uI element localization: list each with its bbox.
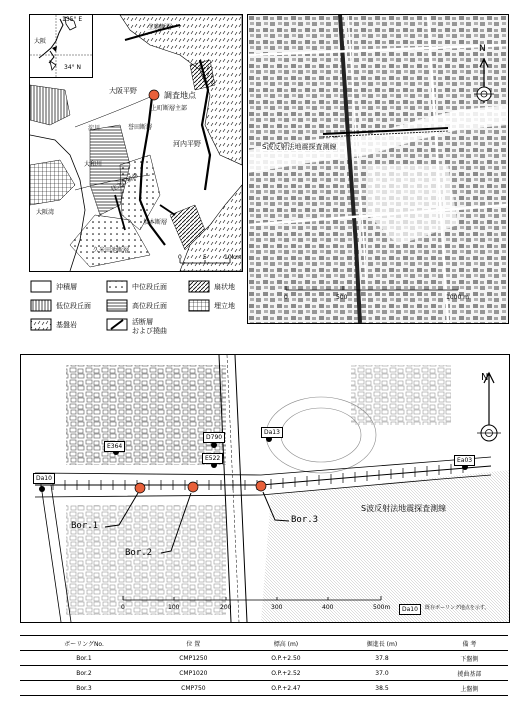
map-legend [29, 278, 245, 336]
cell-position: CMP1250 [148, 651, 239, 666]
table-header-row [20, 636, 508, 651]
topographic-map [247, 14, 509, 324]
osaka-bay-label: 大阪湾 [36, 209, 55, 216]
cell-elevation: O.P.+2.52 [239, 666, 333, 681]
boring-1-marker [135, 483, 145, 493]
table-row [20, 651, 508, 666]
osaka-plain-label: 大阪平野 [109, 87, 137, 95]
bottom-scale-200: 200 [220, 604, 232, 611]
kume-fault-label: 久米田池断層 [93, 247, 130, 254]
col-remarks: 備 考 [431, 636, 508, 651]
legend-low-terrace: 低位段丘面 [56, 302, 91, 310]
survey-point-label: 調査地点 [164, 91, 196, 100]
well-da10: Da10 [33, 473, 55, 484]
right-scale-1000: 1000 m [446, 294, 470, 301]
well-e364: E364 [104, 441, 125, 452]
sakamoto-fault-label: 坂本断層 [143, 219, 168, 226]
cell-depth: 37.8 [333, 651, 431, 666]
well-d790: D790 [203, 432, 225, 443]
inset-city-label: 大阪 [34, 38, 47, 45]
left-scale-5: 5 [203, 254, 207, 261]
bottom-scale-500m: 500m [373, 604, 391, 611]
cell-depth: 37.0 [333, 666, 431, 681]
bottom-scale-100: 100 [168, 604, 180, 611]
boring-table [20, 635, 508, 696]
boring-3-label: Bor.3 [291, 515, 319, 525]
boring-2-marker [188, 482, 198, 492]
well-da13: Da13 [261, 427, 283, 438]
cell-elevation: O.P.+2.50 [239, 651, 333, 666]
col-depth: 掘進長 (m) [333, 636, 431, 651]
legend-well-box: Da10 [399, 604, 421, 615]
legend-alluvium: 沖積層 [56, 283, 77, 291]
survey-detail-map [20, 354, 510, 623]
legend-middle-terrace: 中位段丘面 [132, 283, 167, 291]
boring-3-marker [256, 481, 266, 491]
kawachi-plain-label: 河内平野 [173, 140, 201, 148]
legend-active-fault: 活断層 および撓曲 [132, 318, 167, 335]
geologic-map [29, 14, 243, 272]
legend-well-text: 既存ボーリング地点を示す。 [425, 605, 490, 611]
legend-reclaimed: 埋立地 [214, 302, 235, 310]
cell-position: CMP750 [148, 681, 239, 696]
bottom-scale-0: 0 [121, 604, 125, 611]
cell-elevation: O.P.+2.47 [239, 681, 333, 696]
legend-fan: 扇状地 [214, 283, 235, 291]
inset-japan-drawing [30, 15, 92, 77]
cell-position: CMP1020 [148, 666, 239, 681]
survey-point-marker [149, 90, 159, 100]
well-e522: E522 [202, 453, 223, 464]
cell-depth: 38.5 [333, 681, 431, 696]
boring-2-label: Bor.2 [125, 548, 153, 558]
yamato-river-label: 大和川 [84, 161, 103, 168]
survey-line-label-bottom: S波反射法地震探査測線 [361, 504, 447, 513]
cell-boring: Bor.1 [20, 651, 148, 666]
fault-ikoma-label: 生駒断層 [148, 24, 173, 31]
sumie-flexure-label: 住之江撓曲 [110, 172, 140, 194]
north-indicator-top: N [479, 44, 486, 54]
col-boring-no: ボーリングNo. [20, 636, 148, 651]
survey-detail-drawing [21, 355, 509, 622]
bottom-scale-300: 300 [271, 604, 283, 611]
north-indicator-bottom: N [481, 372, 489, 383]
col-elevation: 標高 (m) [239, 636, 333, 651]
cell-boring: Bor.3 [20, 681, 148, 696]
col-position: 位 置 [148, 636, 239, 651]
well-ea03: Ea03 [454, 455, 475, 466]
left-scale-10km: 10km [224, 254, 241, 261]
boring-1-label: Bor.1 [71, 521, 99, 531]
inset-lon-label: 135° E [62, 16, 83, 23]
survey-line-label-top: S波反射法地震探査測線 [262, 143, 337, 151]
topographic-map-drawing [248, 15, 508, 323]
fault-n-label: 誉田断層 [128, 124, 153, 131]
inset-lat-label: 34° N [64, 64, 82, 71]
uemachi-fault-label: 上町断層主部 [151, 105, 188, 112]
yodo-river-label: 淀川 [88, 125, 101, 132]
table-row [20, 681, 508, 696]
inset-map [30, 15, 93, 78]
cell-remarks: 下盤側 [431, 651, 508, 666]
legend-high-terrace: 高位段丘面 [132, 302, 167, 310]
legend-bedrock: 基盤岩 [56, 321, 77, 329]
right-scale-500: 500 [336, 294, 348, 301]
cell-remarks: 上盤側 [431, 681, 508, 696]
bottom-scale-400: 400 [322, 604, 334, 611]
right-scale-0: 0 [284, 294, 288, 301]
cell-boring: Bor.2 [20, 666, 148, 681]
left-scale-0: 0 [178, 254, 182, 261]
table-row [20, 666, 508, 681]
cell-remarks: 撓曲基部 [431, 666, 508, 681]
